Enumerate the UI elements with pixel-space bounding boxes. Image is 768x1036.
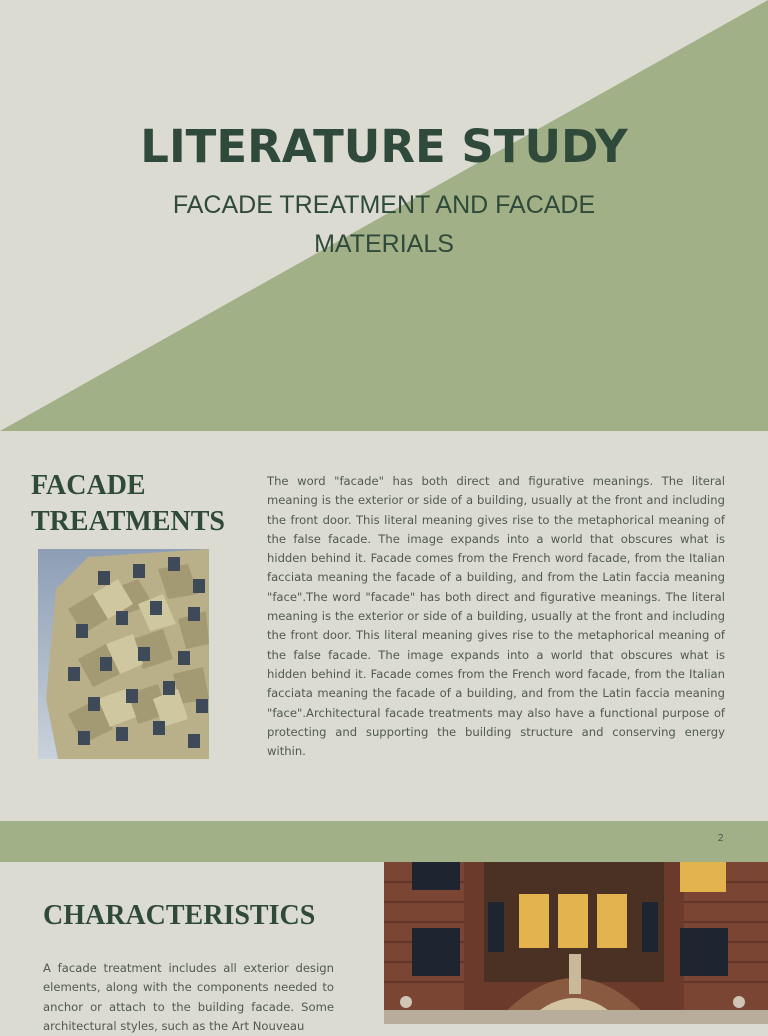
characteristics-slide xyxy=(0,862,768,1033)
page-subtitle: FACADE TREATMENT AND FACADE MATERIALS xyxy=(172,191,596,258)
brick-building-photo xyxy=(384,862,768,1024)
page-divider-band xyxy=(0,821,768,862)
section-heading: FACADE TREATMENTS xyxy=(31,470,225,537)
page-title: LITERATURE STUDY xyxy=(140,120,628,173)
geometric-facade-photo xyxy=(38,549,209,759)
page-number: 2 xyxy=(717,833,724,844)
characteristics-heading: CHARACTERISTICS xyxy=(43,900,316,931)
title-slide xyxy=(0,0,768,431)
facade-treatments-slide xyxy=(0,431,768,821)
facade-treatments-text: The word "facade" has both direct and figurative meanings. The literal meaning is the exterior or side of a building, usually at the front and including the front door. This literal meaning gives rise to the metaphorical meaning of the false facade. The image expands into a world that obscures what is hidden behind it. Facade comes from the French word facade, from the Italian facciata meaning the facade of a building, and from the Latin faccia meaning "face".The word "facade" has both direct and figurative meanings. The literal meaning is the exterior or side of a building, usually at the front and including the front door. This literal meaning gives rise to the metaphorical meaning of the false facade. The image expands into a world that obscures what is hidden behind it. Facade comes from the French word facade, from the Italian facciata meaning the facade of a building, and from the Latin faccia meaning "face".Architectural facade treatments may also have a functional purpose of protecting and supporting the building structure and conserving energy within. xyxy=(267,474,725,759)
characteristics-text: A facade treatment includes all exterior design elements, along with the components needed to anchor or attach to the building facade. Some architectural styles, such as the Art Nouveau xyxy=(43,961,334,1033)
